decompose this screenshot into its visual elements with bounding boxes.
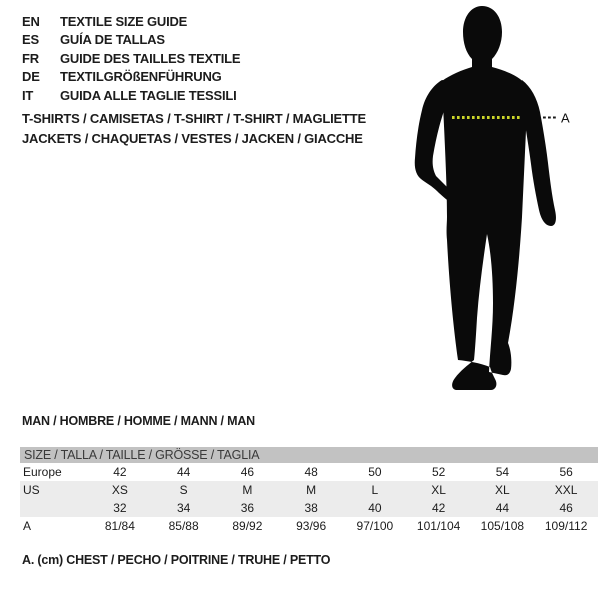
table-cell: 44 (176, 465, 191, 479)
table-cell: 32 (113, 501, 127, 515)
table-cell: 52 (431, 465, 446, 479)
table-cell: 44 (495, 501, 510, 515)
table-cell: XL (495, 483, 510, 497)
language-text: GUIDE DES TAILLES TEXTILE (60, 50, 241, 66)
language-text: TEXTILE SIZE GUIDE (60, 14, 188, 29)
table-cell: XXL (554, 483, 578, 497)
language-code: DE (22, 69, 40, 85)
chest-measure-footnote: A. (cm) CHEST / PECHO / POITRINE / TRUHE / PETTO (22, 553, 331, 567)
table-cell: S (179, 483, 188, 497)
table-cell: 93/96 (296, 519, 327, 533)
table-cell: 48 (304, 465, 318, 479)
language-row-it (22, 87, 240, 105)
table-row-a-chest (20, 517, 598, 535)
language-text: TEXTILGRÖßENFÜHRUNG (60, 69, 222, 85)
table-cell: 54 (495, 465, 510, 479)
table-row-numeric (20, 499, 598, 517)
language-row-es (22, 31, 240, 49)
man-silhouette-figure (390, 0, 600, 410)
size-table-header: SIZE / TALLA / TAILLE / GRÖSSE / TAGLIA (20, 447, 598, 463)
table-cell: 34 (176, 501, 191, 515)
table-cell: XS (111, 483, 128, 497)
language-row-de (22, 68, 240, 86)
row-label: A (23, 519, 32, 533)
row-label (20, 499, 88, 517)
table-cell: 42 (431, 501, 446, 515)
table-cell: 109/112 (544, 519, 588, 533)
garment-category-jackets: JACKETS / CHAQUETAS / VESTES / JACKEN / GIACCHE (22, 131, 363, 146)
man-silhouette-body (442, 6, 528, 390)
language-list (22, 13, 240, 105)
man-silhouette-right-arm (522, 80, 556, 226)
language-code: IT (22, 87, 34, 103)
table-cell: 97/100 (356, 519, 394, 533)
table-cell: 40 (368, 501, 382, 515)
language-text: GUÍA DE TALLAS (60, 32, 165, 48)
table-cell: 105/108 (480, 519, 525, 533)
table-row-europe (20, 463, 598, 481)
table-cell: 101/104 (416, 519, 461, 533)
size-table (20, 447, 598, 535)
table-cell: 42 (113, 465, 127, 479)
table-cell: 46 (240, 465, 255, 479)
garment-category-tshirts: T-SHIRTS / CAMISETAS / T-SHIRT / T-SHIRT / MAGLIETTE (22, 111, 366, 126)
row-label: Europe (23, 465, 62, 479)
language-row-fr (22, 50, 240, 68)
section-title-man: MAN / HOMBRE / HOMME / MANN / MAN (22, 414, 255, 428)
language-code: FR (22, 50, 39, 66)
measure-label-a: A (561, 110, 570, 126)
table-cell: 81/84 (104, 519, 135, 533)
table-cell: L (371, 483, 379, 497)
table-cell: M (242, 483, 253, 497)
table-cell: 50 (368, 465, 382, 479)
language-text: GUIDA ALLE TAGLIE TESSILI (60, 87, 237, 103)
table-cell: 46 (559, 501, 573, 515)
table-cell: XL (431, 483, 446, 497)
table-cell: 85/88 (168, 519, 199, 533)
size-table-header-row (20, 447, 598, 463)
table-cell: M (306, 483, 317, 497)
table-cell: 36 (240, 501, 255, 515)
table-cell: 89/92 (232, 519, 263, 533)
language-code: EN (22, 14, 40, 29)
garment-category-list (22, 109, 366, 149)
table-row-us (20, 481, 598, 499)
row-label: US (23, 483, 40, 497)
table-cell: 38 (304, 501, 318, 515)
language-row-en (22, 13, 240, 31)
table-cell: 56 (559, 465, 573, 479)
language-code: ES (22, 32, 39, 48)
